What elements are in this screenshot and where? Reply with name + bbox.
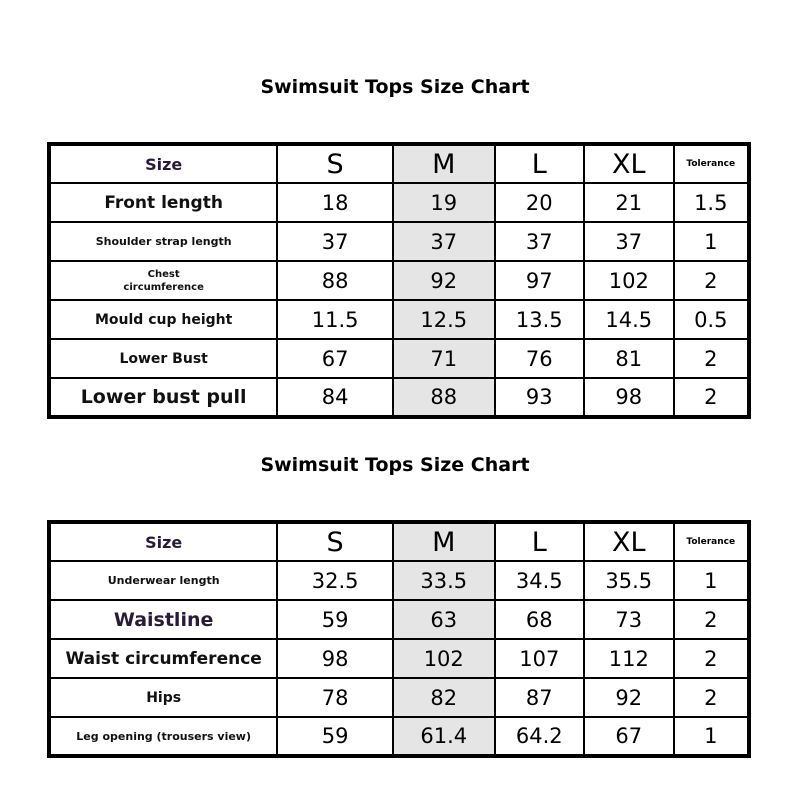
value-xl: 98 <box>584 378 674 417</box>
value-xl: 21 <box>584 183 674 222</box>
value-xl: 102 <box>584 261 674 300</box>
value-m: 61.4 <box>393 717 495 756</box>
value-xl: 37 <box>584 222 674 261</box>
value-s: 98 <box>277 639 393 678</box>
value-xl: 81 <box>584 339 674 378</box>
size-header-label: Size <box>49 522 277 561</box>
value-xl: 14.5 <box>584 300 674 339</box>
size-xl-header: XL <box>584 144 674 183</box>
value-s: 84 <box>277 378 393 417</box>
value-xl: 92 <box>584 678 674 717</box>
value-m: 19 <box>393 183 495 222</box>
value-tolerance: 2 <box>674 678 749 717</box>
value-l: 34.5 <box>495 561 585 600</box>
value-tolerance: 2 <box>674 339 749 378</box>
size-table-bottom <box>47 520 751 758</box>
size-s-header: S <box>277 522 393 561</box>
value-s: 88 <box>277 261 393 300</box>
value-l: 37 <box>495 222 585 261</box>
size-m-header: M <box>393 522 495 561</box>
table-row <box>49 717 749 756</box>
value-tolerance: 2 <box>674 261 749 300</box>
value-s: 59 <box>277 600 393 639</box>
value-tolerance: 2 <box>674 600 749 639</box>
row-label: Underwear length <box>49 561 277 600</box>
value-m: 102 <box>393 639 495 678</box>
size-header-label: Size <box>49 144 277 183</box>
value-m: 63 <box>393 600 495 639</box>
value-s: 32.5 <box>277 561 393 600</box>
row-label: Waist circumference <box>49 639 277 678</box>
value-l: 97 <box>495 261 585 300</box>
chart-title-bottom: Swimsuit Tops Size Chart <box>260 454 530 476</box>
row-label: Hips <box>49 678 277 717</box>
value-m: 71 <box>393 339 495 378</box>
table-row <box>49 600 749 639</box>
row-label: Leg opening (trousers view) <box>49 717 277 756</box>
value-xl: 112 <box>584 639 674 678</box>
value-l: 13.5 <box>495 300 585 339</box>
value-m: 88 <box>393 378 495 417</box>
value-l: 68 <box>495 600 585 639</box>
size-s-header: S <box>277 144 393 183</box>
value-m: 82 <box>393 678 495 717</box>
value-s: 11.5 <box>277 300 393 339</box>
table-row <box>49 183 749 222</box>
size-l-header: L <box>495 522 585 561</box>
value-s: 37 <box>277 222 393 261</box>
table-row <box>49 339 749 378</box>
header-row <box>49 144 749 183</box>
row-label: Mould cup height <box>49 300 277 339</box>
row-label: Front length <box>49 183 277 222</box>
table-row <box>49 378 749 417</box>
size-l-header: L <box>495 144 585 183</box>
value-tolerance: 2 <box>674 639 749 678</box>
table-row <box>49 222 749 261</box>
value-xl: 67 <box>584 717 674 756</box>
tolerance-header: Tolerance <box>674 144 749 183</box>
value-tolerance: 1 <box>674 222 749 261</box>
header-row <box>49 522 749 561</box>
value-tolerance: 1 <box>674 561 749 600</box>
table-row <box>49 639 749 678</box>
size-table-top <box>47 142 751 419</box>
value-xl: 35.5 <box>584 561 674 600</box>
value-tolerance: 0.5 <box>674 300 749 339</box>
value-xl: 73 <box>584 600 674 639</box>
value-l: 76 <box>495 339 585 378</box>
chart-title-top: Swimsuit Tops Size Chart <box>260 76 530 98</box>
value-s: 78 <box>277 678 393 717</box>
table-row <box>49 561 749 600</box>
value-m: 12.5 <box>393 300 495 339</box>
value-s: 59 <box>277 717 393 756</box>
table-row <box>49 678 749 717</box>
value-l: 64.2 <box>495 717 585 756</box>
value-tolerance: 2 <box>674 378 749 417</box>
value-tolerance: 1 <box>674 717 749 756</box>
row-label: Waistline <box>49 600 277 639</box>
value-s: 18 <box>277 183 393 222</box>
value-l: 107 <box>495 639 585 678</box>
size-m-header: M <box>393 144 495 183</box>
value-m: 37 <box>393 222 495 261</box>
value-s: 67 <box>277 339 393 378</box>
table-row <box>49 300 749 339</box>
table-row <box>49 261 749 300</box>
value-l: 87 <box>495 678 585 717</box>
size-xl-header: XL <box>584 522 674 561</box>
value-m: 92 <box>393 261 495 300</box>
value-tolerance: 1.5 <box>674 183 749 222</box>
value-l: 93 <box>495 378 585 417</box>
row-label: Shoulder strap length <box>49 222 277 261</box>
row-label: Lower Bust <box>49 339 277 378</box>
row-label: Lower bust pull <box>49 378 277 417</box>
value-l: 20 <box>495 183 585 222</box>
tolerance-header: Tolerance <box>674 522 749 561</box>
row-label: Chest circumference <box>49 261 277 300</box>
value-m: 33.5 <box>393 561 495 600</box>
